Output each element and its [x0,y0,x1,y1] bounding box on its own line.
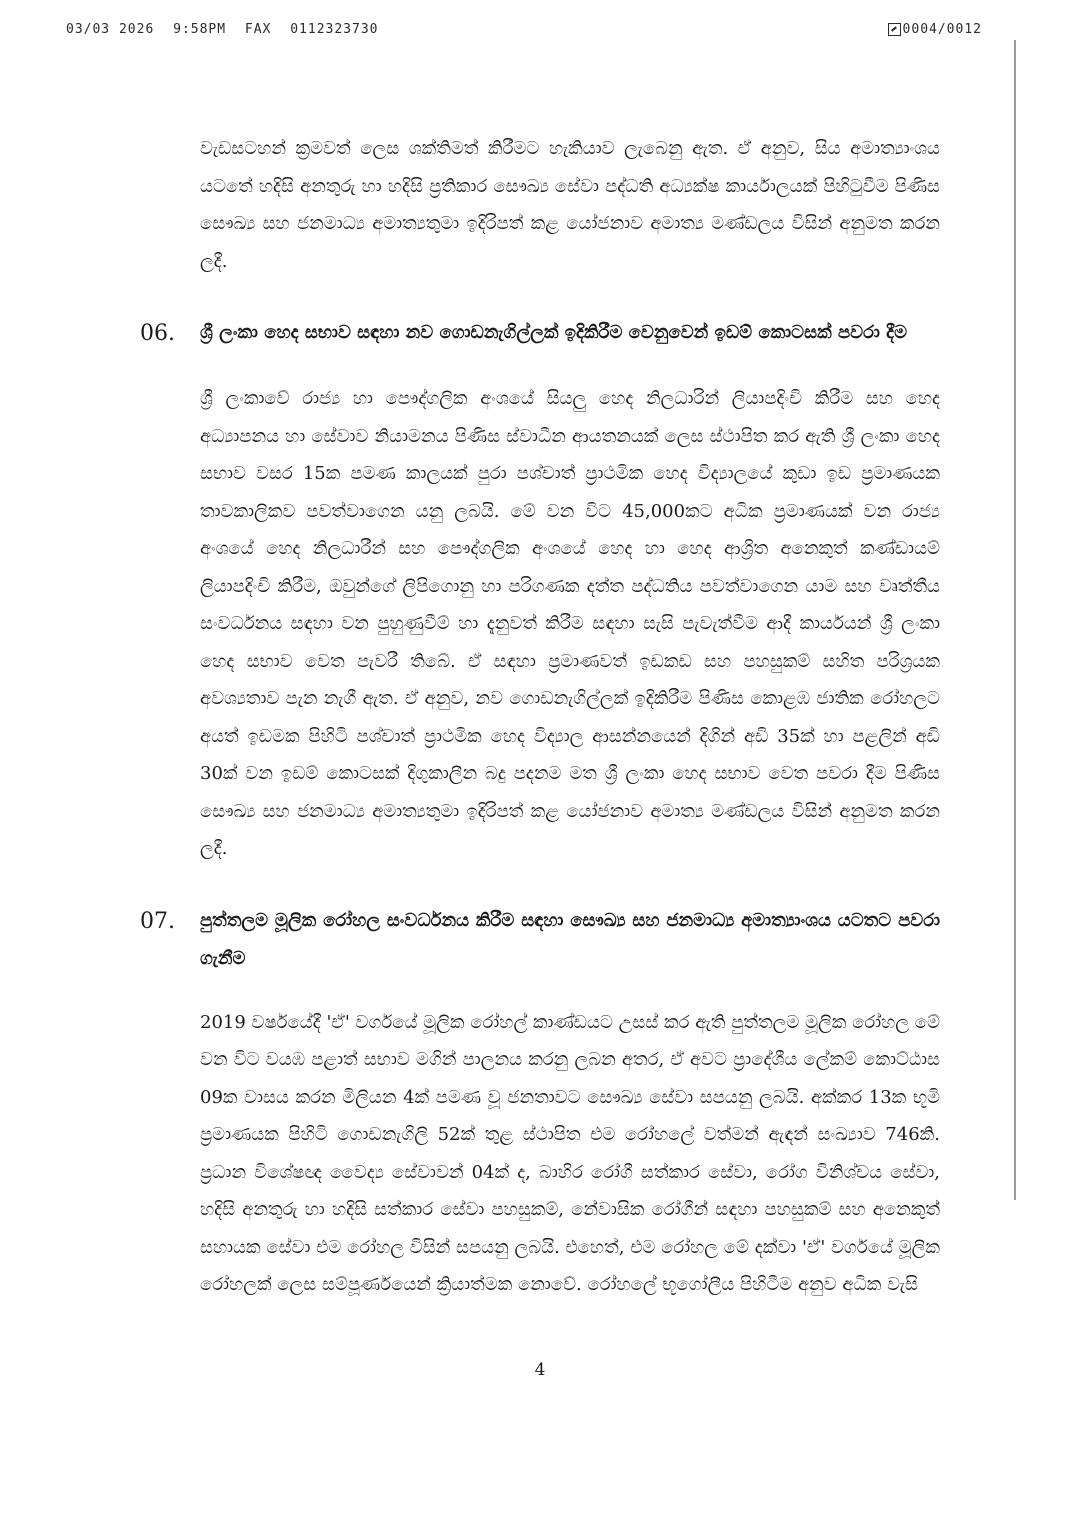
section-number: 06. [140,321,175,346]
fax-date: 03/03 2026 [66,22,155,37]
fax-header [66,22,982,37]
fax-time: 9:58PM [173,22,227,37]
fax-number: 0112323730 [290,22,379,37]
fax-label: FAX [244,22,272,37]
page-number: 4 [534,1360,546,1380]
section-06-heading [140,314,940,354]
intro-paragraph: වැඩසටහන් ක්‍රමවත් ලෙස ශක්තිමත් කිරීමට හැකියාව ලැබෙනු ඇත. ඒ අනුව, සිය අමාත්‍යාංශය යටතේ හදිසි අනතුරු හා හදිසි ප්‍රතිකාර සෞඛ්‍ය සේවා පද්ධති අධ්‍යක්ෂ කාර්යාලයක් පිහිටුවීම පිණිස සෞඛ්‍ය සහ ජනමාධ්‍ය අමාත්‍යතුමා ඉදිරිපත් කළ යෝජනාව අමාත්‍ය මණ්ඩලය විසින් අනුමත කරන ලදී. [200,138,940,272]
section-07-body: 2019 වර්ෂයේදී 'ඒ' වර්ගයේ මූලික රෝහල් කාණ්ඩයට උසස් කර ඇති පුත්තලම මූලික රෝහල මේ වන විට වයඹ පළාත් සභාව මගින් පාලනය කරනු ලබන අතර, ඒ අවට ප්‍රාදේශීය ලේකම් කොට්ඨාස 09ක වාසය කරන මිලියන 4ක් පමණ වූ ජනතාවට සෞඛ්‍ය සේවා සපයනු ලබයි. අක්කර 13ක භූමි ප්‍රමාණයක පිහිටි ගොඩනැගිලි 52ක් තුළ ස්ථාපිත එම රෝහලේ වත්මන් ඇඳන් සංඛ්‍යාව 746කි. ප්‍රධාන විශේෂඥ වෛද්‍ය සේවාවන් 04ක් ද, බාහිර රෝගී සත්කාර සේවා, රෝග විනිශ්චය සේවා, හදිසි අනතුරු හා හදිසි සත්කාර සේවා පහසුකම්, නේවාසික රෝගීන් සඳහා පහසුකම් සහ අනෙකුත් සහායක සේවා එම රෝහල විසින් සපයනු ලබයි. එහෙත්, එම රෝහල මේ දක්වා 'ඒ' වර්ගයේ මූලික රෝහලක් ලෙස සම්පූර්ණයෙන් ක්‍රියාත්මක නොවේ. රෝහලේ භූගෝලීය පිහිටීම අනුව අධික වැසි [200,1011,940,1295]
section-07-heading [140,902,940,978]
fax-checkbox-icon [888,23,901,36]
fax-page-counter [888,22,982,37]
fax-page-counter-text: 0004/0012 [902,22,982,37]
section-title: පුත්තලම මූලික රෝහල සංවර්ධනය කිරීම සඳහා සෞඛ්‍ය සහ ජනමාධ්‍ය අමාත්‍යාංශය යටතට පවරා ගැනීම [200,909,940,969]
fax-transmission-info [66,22,389,37]
document-body [140,130,940,1304]
section-number: 07. [140,908,175,934]
fax-scan-edge-line [1014,40,1016,1200]
section-title: ශ්‍රී ලංකා හෙද සභාව සඳහා නව ගොඩනැගිල්ලක් ඉදිකිරීම වෙනුවෙන් ඉඩම් කොටසක් පවරා දීම [200,322,908,343]
section-06-body: ශ්‍රී ලංකාවේ රාජ්‍ය හා පෞද්ගලික අංශයේ සියලු හෙද නිලධාරින් ලියාපදිංචි කිරීම සහ හෙද අධ්‍යාපනය හා සේවාව නියාමනය පිණිස ස්වාධීන ආයතනයක් ලෙස ස්ථාපිත කර ඇති ශ්‍රී ලංකා හෙද සභාව වසර 15ක පමණ කාලයක් පුරා පශ්චාත් ප්‍රාථමික හෙද විද්‍යාලයේ කුඩා ඉඩ ප්‍රමාණයක තාවකාලිකව පවත්වාගෙන යනු ලබයි. මේ වන විට 45,000කට අධික ප්‍රමාණයක් වන රාජ්‍ය අංශයේ හෙද නිලධාරීන් සහ පෞද්ගලික අංශයේ හෙද හා හෙද ආශ්‍රිත අනෙකුත් කණ්ඩායම් ලියාපදිංචි කිරීම, ඔවුන්ගේ ලිපිගොනු හා පරිගණක දත්ත පද්ධතිය පවත්වාගෙන යාම සහ වෘත්තීය සංවර්ධනය සඳහා වන පුහුණුවීම් හා දැනුවත් කිරීම සඳහා සැසි පැවැත්වීම ආදී කාර්යයන් ශ්‍රී ලංකා හෙද සභාව වෙත පැවරී තිබේ. ඒ සඳහා ප්‍රමාණවත් ඉඩකඩ සහ පහසුකම් සහිත පරිශ්‍රයක අවශ්‍යතාව පැන නැගී ඇත. ඒ අනුව, නව ගොඩනැගිල්ලක් ඉදිකිරීම පිණිස කොළඹ ජාතික රෝහලට අයත් ඉඩමක පිහිටි පශ්චාත් ප්‍රාථමික හෙද විද්‍යාල ආසන්නයෙන් දිගින් අඩි 35ක් හා පළලින් අඩි 30ක් වන ඉඩම් කොටසක් දිගුකාලීන බදු පදනම මත ශ්‍රී ලංකා හෙද සභාව වෙත පවරා දීම පිණිස සෞඛ්‍ය සහ ජනමාධ්‍ය අමාත්‍යතුමා ඉදිරිපත් කළ යෝජනාව අමාත්‍ය මණ්ඩලය විසින් අනුමත කරන ලදී. [200,388,940,859]
